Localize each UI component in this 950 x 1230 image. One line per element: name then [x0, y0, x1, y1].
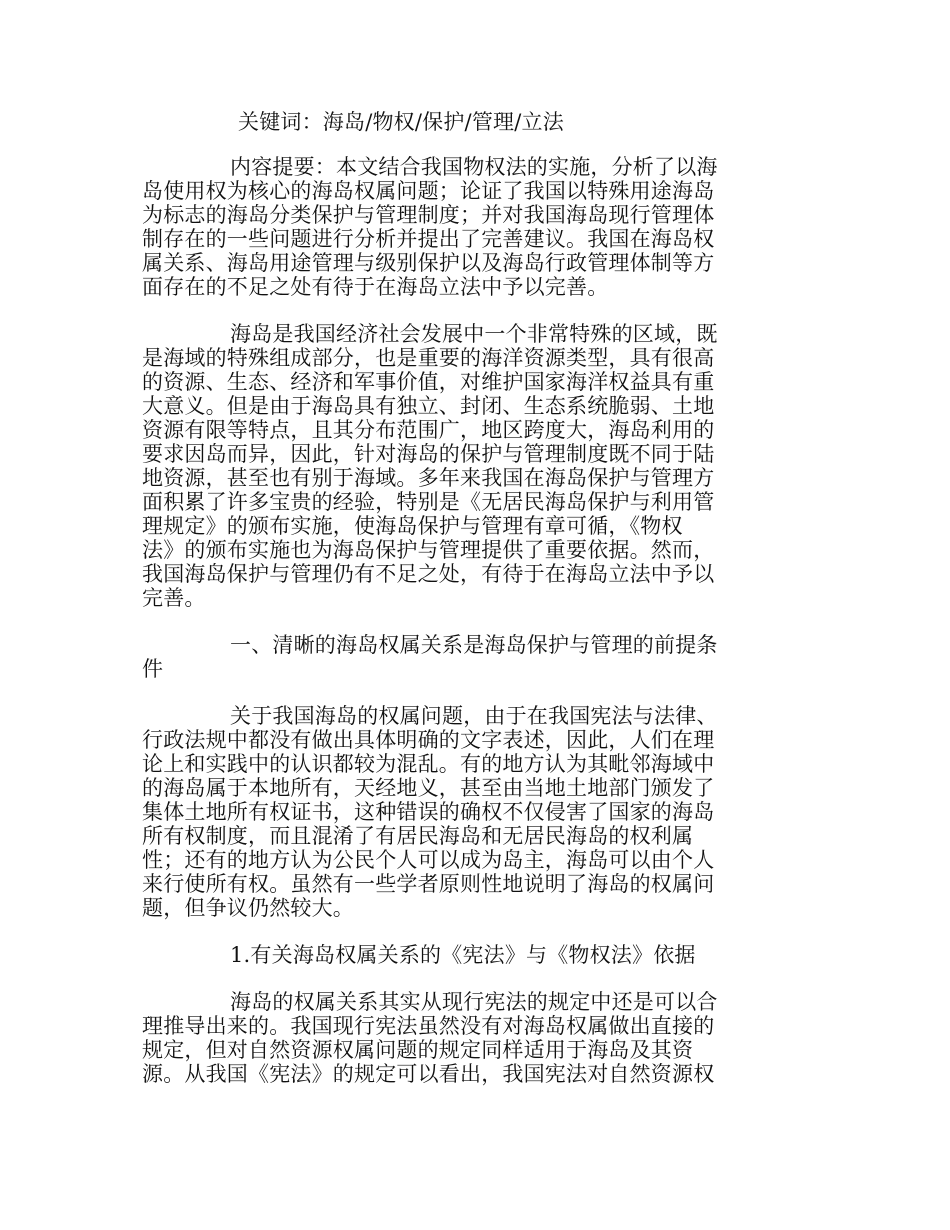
- text-line: 源。从我国《宪法》的规定可以看出，我国宪法对自然资源权: [142, 1062, 715, 1086]
- text-line: 题，但争议仍然较大。: [142, 896, 354, 920]
- text-line: 理规定》的颁布实施，使海岛保护与管理有章可循，《物权: [142, 514, 683, 538]
- text-line: 制存在的一些问题进行分析并提出了完善建议。我国在海岛权: [142, 227, 715, 251]
- text-line: 性；还有的地方认为公民个人可以成为岛主，海岛可以由个人: [142, 848, 715, 872]
- text-line: 面积累了许多宝贵的经验，特别是《无居民海岛保护与利用管: [142, 490, 715, 514]
- text-line: 属关系、海岛用途管理与级别保护以及海岛行政管理体制等方: [142, 251, 715, 275]
- text-line: 所有权制度，而且混淆了有居民海岛和无居民海岛的权利属: [142, 824, 694, 848]
- abstract-paragraph: [142, 155, 732, 299]
- text-line: 行政法规中都没有做出具体明确的文字表述，因此，人们在理: [142, 728, 715, 752]
- text-line: 完善。: [142, 586, 206, 610]
- text-line: 地资源，甚至也有别于海域。多年来我国在海岛保护与管理方: [142, 466, 715, 490]
- paragraph-gap: [142, 681, 732, 704]
- text-line: 海岛是我国经济社会发展中一个非常特殊的区域，既: [230, 322, 718, 346]
- text-line: 要求因岛而异，因此，针对海岛的保护与管理制度既不同于陆: [142, 442, 715, 466]
- paragraph-gap: [142, 967, 732, 990]
- intro-paragraph: [142, 322, 732, 610]
- document-page: [142, 110, 732, 1086]
- text-line: 集体土地所有权证书，这种错误的确权不仅侵害了国家的海岛: [142, 800, 715, 824]
- keywords-line: [142, 110, 732, 134]
- body-paragraph: [142, 990, 732, 1086]
- text-line: 资源有限等特点，且其分布范围广，地区跨度大，海岛利用的: [142, 418, 715, 442]
- subsection-heading: [142, 943, 732, 967]
- text-line: 关于我国海岛的权属问题，由于在我国宪法与法律、: [230, 704, 718, 728]
- text-line: 法》的颁布实施也为海岛保护与管理提供了重要依据。然而，: [142, 538, 715, 562]
- text-line: 理推导出来的。我国现行宪法虽然没有对海岛权属做出直接的: [142, 1014, 715, 1038]
- text-line: 是海域的特殊组成部分，也是重要的海洋资源类型，具有很高: [142, 346, 715, 370]
- text-line: 规定，但对自然资源权属问题的规定同样适用于海岛及其资: [142, 1038, 694, 1062]
- section-heading: [142, 633, 732, 681]
- text-line: 来行使所有权。虽然有一些学者原则性地说明了海岛的权属问: [142, 872, 715, 896]
- paragraph-gap: [142, 920, 732, 943]
- paragraph-gap: [142, 299, 732, 322]
- text-line: 海岛的权属关系其实从现行宪法的规定中还是可以合: [230, 990, 718, 1014]
- heading-line: 1.有关海岛权属关系的《宪法》与《物权法》依据: [230, 943, 696, 967]
- text-line: 大意义。但是由于海岛具有独立、封闭、生态系统脆弱、土地: [142, 394, 715, 418]
- body-paragraph: [142, 704, 732, 920]
- heading-line: 件: [142, 657, 164, 681]
- text-line: 为标志的海岛分类保护与管理制度；并对我国海岛现行管理体: [142, 203, 715, 227]
- text-line: 的资源、生态、经济和军事价值，对维护国家海洋权益具有重: [142, 370, 715, 394]
- heading-line: 一、清晰的海岛权属关系是海岛保护与管理的前提条: [230, 633, 718, 657]
- text-line: 论上和实践中的认识都较为混乱。有的地方认为其毗邻海域中: [142, 752, 715, 776]
- paragraph-gap: [142, 610, 732, 633]
- text-line: 我国海岛保护与管理仍有不足之处，有待于在海岛立法中予以: [142, 562, 715, 586]
- text-line: 面存在的不足之处有待于在海岛立法中予以完善。: [142, 275, 609, 299]
- text-line: 内容提要：本文结合我国物权法的实施，分析了以海: [230, 155, 718, 179]
- text-line: 的海岛属于本地所有，天经地义，甚至由当地土地部门颁发了: [142, 776, 715, 800]
- text-line: 岛使用权为核心的海岛权属问题；论证了我国以特殊用途海岛: [142, 179, 715, 203]
- keywords-text: 关键词：海岛/物权/保护/管理/立法: [238, 110, 564, 134]
